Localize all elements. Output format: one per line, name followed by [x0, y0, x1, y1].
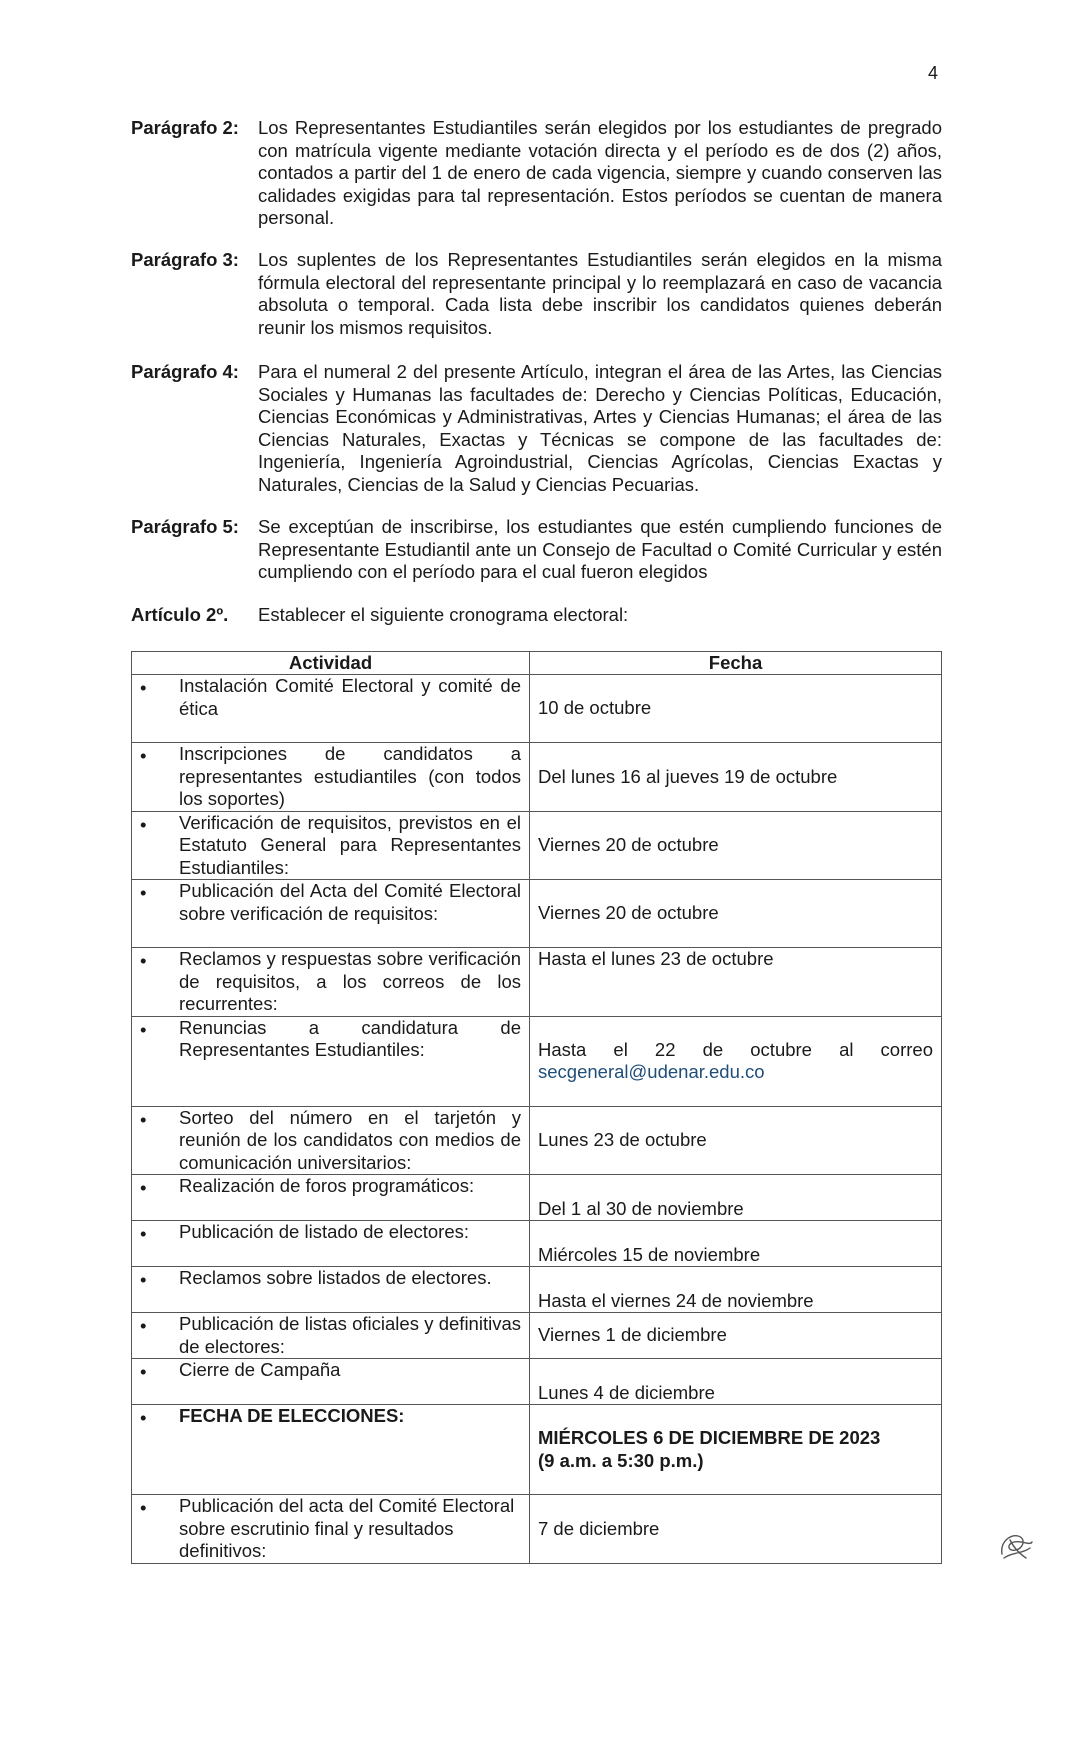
- activity-text: Reclamos y respuestas sobre verificación de requisitos, a los correos de los recurrentes:: [179, 948, 521, 1014]
- bullet: •: [140, 882, 147, 903]
- activity-text: Instalación Comité Electoral y comité de ética: [179, 675, 521, 719]
- table-row: [132, 948, 942, 1017]
- bullet: •: [140, 1315, 147, 1336]
- paragraph-text: Los suplentes de los Representantes Estudiantiles serán elegidos en la misma fórmula electoral del representante principal y lo reemplazará en caso de vacancia absoluta o temporal. Cada lista debe inscribir los candidatos quienes deberán reunir los mismos requisitos.: [258, 249, 942, 338]
- bullet: •: [140, 745, 147, 766]
- date-text: Viernes 20 de octubre: [538, 834, 719, 855]
- email-link[interactable]: secgeneral@udenar.edu.co: [538, 1061, 765, 1082]
- signature-mark: [996, 1528, 1036, 1562]
- paragrafo-4: [131, 361, 942, 496]
- bullet: •: [140, 1223, 147, 1244]
- date-text: Lunes 23 de octubre: [538, 1129, 707, 1150]
- bullet: •: [140, 950, 147, 971]
- activity-text: Publicación de listas oficiales y definitivas de electores:: [179, 1313, 521, 1357]
- table-row: [132, 1175, 942, 1221]
- activity-text: Publicación del acta del Comité Electoral sobre escrutinio final y resultados definitivos:: [179, 1495, 515, 1561]
- table-row: [132, 1405, 942, 1495]
- bullet: •: [140, 1407, 147, 1428]
- bullet: •: [140, 1361, 147, 1382]
- paragraph-label: Parágrafo 2:: [131, 117, 239, 138]
- table-row: [132, 1495, 942, 1564]
- header-fecha: Fecha: [530, 652, 942, 675]
- activity-text: Realización de foros programáticos:: [179, 1175, 475, 1196]
- table-row: [132, 675, 942, 743]
- date-text: Lunes 4 de diciembre: [538, 1381, 715, 1403]
- date-text: 7 de diciembre: [538, 1517, 660, 1539]
- date-text: Hasta el viernes 24 de noviembre: [538, 1289, 814, 1311]
- table-row: [132, 743, 942, 812]
- date-text: Viernes 1 de diciembre: [538, 1324, 727, 1346]
- election-date: MIÉRCOLES 6 DE DICIEMBRE DE 2023: [538, 1427, 881, 1448]
- date-text: Hasta el 22 de octubre al correo: [538, 1038, 933, 1060]
- activity-text: Cierre de Campaña: [179, 1359, 341, 1380]
- table-row: [132, 1221, 942, 1267]
- header-actividad: Actividad: [132, 652, 530, 675]
- date-text: Del 1 al 30 de noviembre: [538, 1197, 744, 1219]
- date-text: Viernes 20 de octubre: [538, 902, 719, 924]
- paragraph-label: Parágrafo 3:: [131, 249, 239, 270]
- paragraph-label: Parágrafo 5:: [131, 516, 239, 537]
- paragraph-text: Para el numeral 2 del presente Artículo, integran el área de las Artes, las Ciencias Sociales y Humanas las facultades de: Derecho y Ciencias Políticas, Educación, Ciencias Económicas y Administrativas, Artes y Ciencias Humanas; el área de las Ciencias Naturales, Exactas y Técnicas se compone de las facultades de: Ingeniería, Ingeniería Agroindustrial, Ciencias Agrícolas, Ciencias Exactas y Naturales, Ciencias de la Salud y Ciencias Pecuarias.: [258, 361, 942, 495]
- table-header-row: [132, 652, 942, 675]
- articulo-2: [131, 604, 942, 627]
- activity-text: Sorteo del número en el tarjetón y reunión de los candidatos con medios de comunicación universitarios:: [179, 1106, 521, 1173]
- table-row: [132, 880, 942, 948]
- date-text: Hasta el lunes 23 de octubre: [538, 948, 774, 969]
- paragrafo-2: [131, 117, 942, 230]
- bullet: •: [140, 1497, 147, 1518]
- bullet: •: [140, 677, 147, 698]
- table-row: [132, 1267, 942, 1313]
- bullet: •: [140, 1269, 147, 1290]
- date-text: Miércoles 15 de noviembre: [538, 1243, 761, 1265]
- activity-text: FECHA DE ELECCIONES:: [179, 1405, 405, 1426]
- election-hours: (9 a.m. a 5:30 p.m.): [538, 1449, 704, 1471]
- paragraph-text: Los Representantes Estudiantiles serán elegidos por los estudiantes de pregrado con matrícula vigente mediante votación directa y el período es de dos (2) años, contados a partir del 1 de enero de cada vigencia, siempre y cuando conserven las calidades exigidas para tal representación. Estos períodos se cuentan de manera personal.: [258, 117, 942, 228]
- table-row: [132, 1016, 942, 1106]
- bullet: •: [140, 1018, 147, 1040]
- activity-text: Reclamos sobre listados de electores.: [179, 1267, 492, 1288]
- paragraph-text: Establecer el siguiente cronograma electoral:: [258, 604, 629, 625]
- paragrafo-5: [131, 516, 942, 584]
- table-row: [132, 1313, 942, 1359]
- activity-text: Inscripciones de candidatos a representantes estudiantiles (con todos los soportes): [179, 743, 521, 809]
- bullet: •: [140, 1177, 147, 1198]
- bullet: •: [140, 1108, 147, 1130]
- table-row: [132, 1106, 942, 1175]
- activity-text: Verificación de requisitos, previstos en el Estatuto General para Representantes Estudiantiles:: [179, 811, 521, 878]
- date-text: Del lunes 16 al jueves 19 de octubre: [538, 765, 838, 787]
- page-number: 4: [928, 63, 939, 83]
- paragraph-label: Parágrafo 4:: [131, 361, 239, 382]
- bullet: •: [140, 813, 147, 835]
- paragrafo-3: [131, 249, 942, 339]
- paragraph-text: Se exceptúan de inscribirse, los estudiantes que estén cumpliendo funciones de Representante Estudiantil ante un Consejo de Facultad o Comité Curricular y estén cumpliendo con el período para el cual fueron elegidos: [258, 516, 942, 582]
- activity-text: Publicación de listado de electores:: [179, 1221, 470, 1242]
- paragraph-label: Artículo 2º.: [131, 604, 229, 625]
- table-row: [132, 811, 942, 880]
- activity-text: Publicación del Acta del Comité Electoral sobre verificación de requisitos:: [179, 880, 521, 924]
- electoral-schedule-table: [131, 651, 942, 1564]
- table-row: [132, 1359, 942, 1405]
- date-text: 10 de octubre: [538, 697, 652, 719]
- activity-text: Renuncias a candidatura de Representantes Estudiantiles:: [179, 1016, 521, 1060]
